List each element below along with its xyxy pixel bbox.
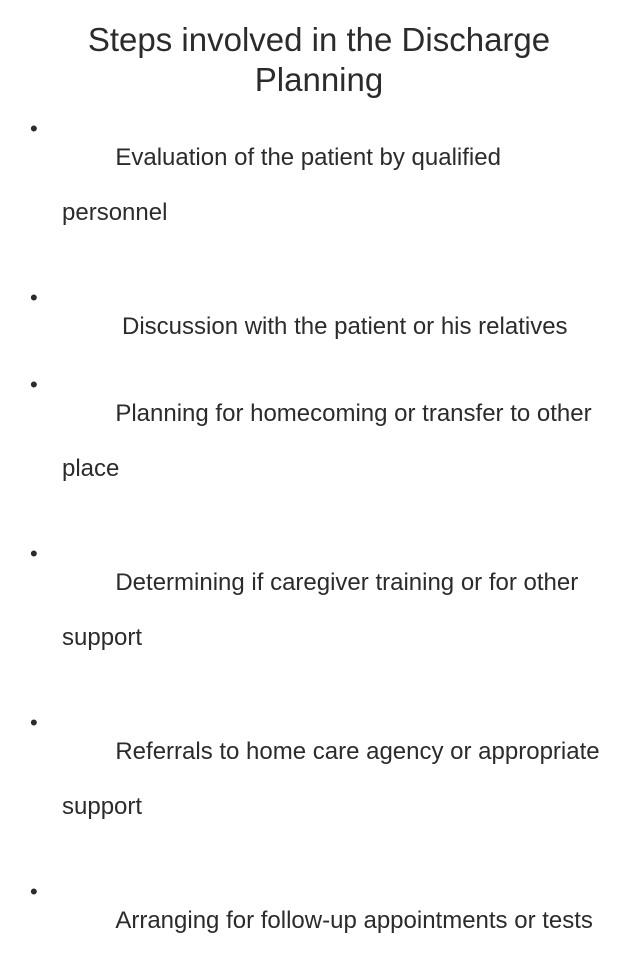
bullet-item-caregiver <box>26 539 616 708</box>
bullet-text-line: Determining if caregiver training or for other <box>115 569 579 596</box>
slide-title <box>30 20 608 100</box>
bullet-text-line: Referrals to home care agency or appropriate <box>115 738 600 765</box>
bullet-text-line: support <box>62 793 143 820</box>
bullet-icon: • <box>30 116 38 141</box>
bullet-item-evaluation <box>26 114 616 283</box>
bullet-item-discussion <box>26 283 616 370</box>
bullet-icon: • <box>30 541 38 566</box>
bullet-text-line: Arranging for follow-up appointments or tests <box>115 907 593 934</box>
bullet-text-line: personnel <box>62 199 168 226</box>
bullet-text <box>62 539 616 708</box>
bullet-text-line: Planning for homecoming or transfer to other <box>115 400 592 427</box>
bullet-item-follow-up <box>26 877 616 956</box>
bullet-text <box>62 877 616 956</box>
slide-title-line-2: Planning <box>254 61 384 98</box>
bullet-icon: • <box>30 710 38 735</box>
bullet-text-line: support <box>62 624 143 651</box>
bullet-item-planning <box>26 370 616 539</box>
bullet-text-line: Evaluation of the patient by qualified <box>115 144 501 171</box>
bullet-text <box>62 283 616 370</box>
bullet-text <box>62 114 616 283</box>
bullet-text <box>62 708 616 877</box>
bullet-icon: • <box>30 285 38 310</box>
bullet-text-line: Discussion with the patient or his relatives <box>115 313 568 340</box>
bullet-icon: • <box>30 879 38 904</box>
slide-title-line-1: Steps involved in the Discharge <box>87 21 551 58</box>
bullet-text-line: place <box>62 455 120 482</box>
bullet-item-referrals <box>26 708 616 877</box>
bullet-icon: • <box>30 372 38 397</box>
bullet-text <box>62 370 616 539</box>
bullet-list <box>26 114 616 956</box>
